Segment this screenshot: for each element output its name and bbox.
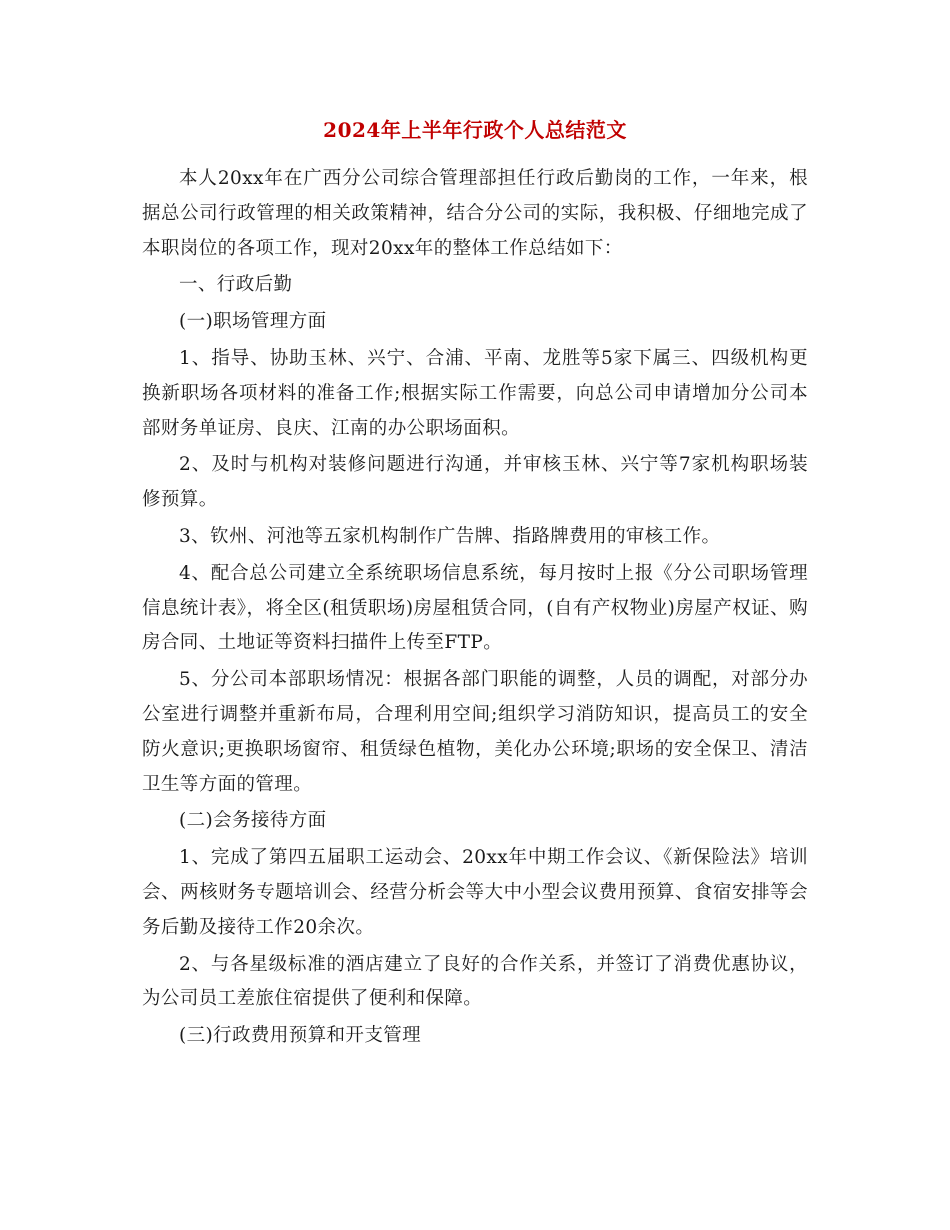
paragraph-item: 1、指导、协助玉林、兴宁、合浦、平南、龙胜等5家下属三、四级机构更换新职场各项材料的准备工作;根据实际工作需要，向总公司申请增加分公司本部财务单证房、良庆、江南的办公职场面积。 [142,347,808,439]
paragraph-item: 2、及时与机构对装修问题进行沟通，并审核玉林、兴宁等7家机构职场装修预算。 [142,454,808,511]
section-heading-admin-logistics: 一、行政后勤 [179,274,293,296]
subsection-heading-budget-management: (三)行政费用预算和开支管理 [179,1025,422,1047]
paragraph-item: 2、与各星级标准的酒店建立了良好的合作关系，并签订了消费优惠协议，为公司员工差旅住宿提供了便利和保障。 [142,953,808,1010]
subsection-heading-workplace-management: (一)职场管理方面 [179,311,327,333]
paragraph-item: 4、配合总公司建立全系统职场信息系统，每月按时上报《分公司职场管理信息统计表》，将全区(租赁职场)房屋租赁合同，(自有产权物业)房屋产权证、购房合同、土地证等资料扫描件上传至FTP。 [142,562,808,654]
intro-paragraph: 本人20xx年在广西分公司综合管理部担任行政后勤岗的工作，一年来，根据总公司行政管理的相关政策精神，结合分公司的实际，我积极、仔细地完成了本职岗位的各项工作，现对20xx年的整体工作总结如下： [142,168,808,259]
paragraph-item: 1、完成了第四五届职工运动会、20xx年中期工作会议、《新保险法》培训会、两核财务专题培训会、经营分析会等大中小型会议费用预算、食宿安排等会务后勤及接待工作20余次。 [142,847,808,938]
document-body [142,112,808,1056]
paragraph-item: 5、分公司本部职场情况：根据各部门职能的调整，人员的调配，对部分办公室进行调整并重新布局，合理利用空间;组织学习消防知识，提高员工的安全防火意识;更换职场窗帘、租赁绿色植物，美化办公环境;职场的安全保卫、清洁卫生等方面的管理。 [142,669,808,795]
document-title: 2024年上半年行政个人总结范文 [323,118,627,142]
subsection-heading-meeting-reception: (二)会务接待方面 [179,810,327,832]
paragraph-item: 3、钦州、河池等五家机构制作广告牌、指路牌费用的审核工作。 [179,525,721,547]
